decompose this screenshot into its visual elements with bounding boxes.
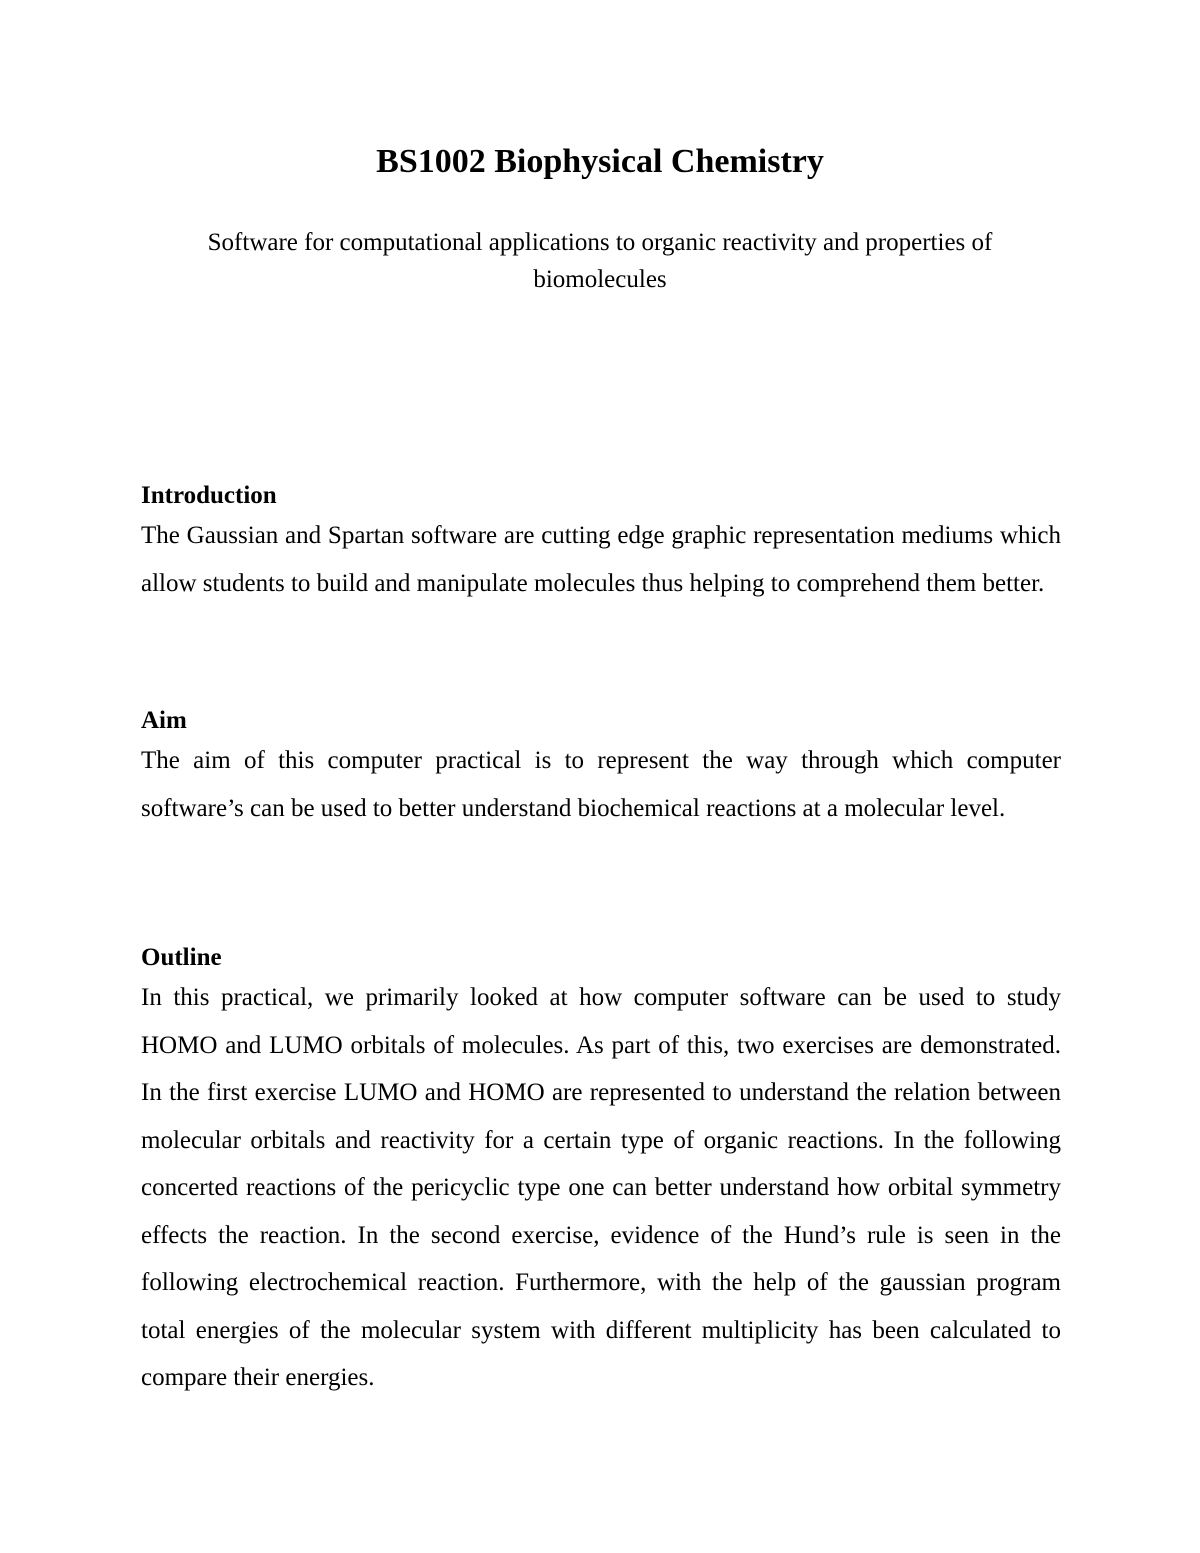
section-heading-outline: Outline [141,944,222,971]
document-subtitle: Software for computational applications to organic reactivity and properties of biomolecules [207,229,993,293]
document-title: BS1002 Biophysical Chemistry [376,143,824,180]
section-aim [141,703,1061,832]
section-body-outline: In this practical, we primarily looked at how computer software can be used to study HOMO and LUMO orbitals of molecules. As part of this, two exercises are demonstrated. In the first exercise LUMO and HOMO are represented to understand the relation between molecular orbitals and reactivity for a certain type of organic reactions. In the following concerted reactions of the pericyclic type one can better understand how orbital symmetry effects the reaction. In the second exercise, evidence of the Hund’s rule is seen in the following electrochemical reaction. Furthermore, with the help of the gaussian program total energies of the molecular system with different multiplicity has been calculated to compare their energies. [141,984,1061,1391]
section-introduction [141,478,1061,607]
section-heading-aim: Aim [141,707,187,734]
section-heading-introduction: Introduction [141,482,277,509]
section-outline [141,940,1061,1402]
section-body-aim: The aim of this computer practical is to represent the way through which computer software’s can be used to better understand biochemical reactions at a molecular level. [141,747,1061,822]
section-body-introduction: The Gaussian and Spartan software are cutting edge graphic representation mediums which allow students to build and manipulate molecules thus helping to comprehend them better. [141,522,1061,597]
